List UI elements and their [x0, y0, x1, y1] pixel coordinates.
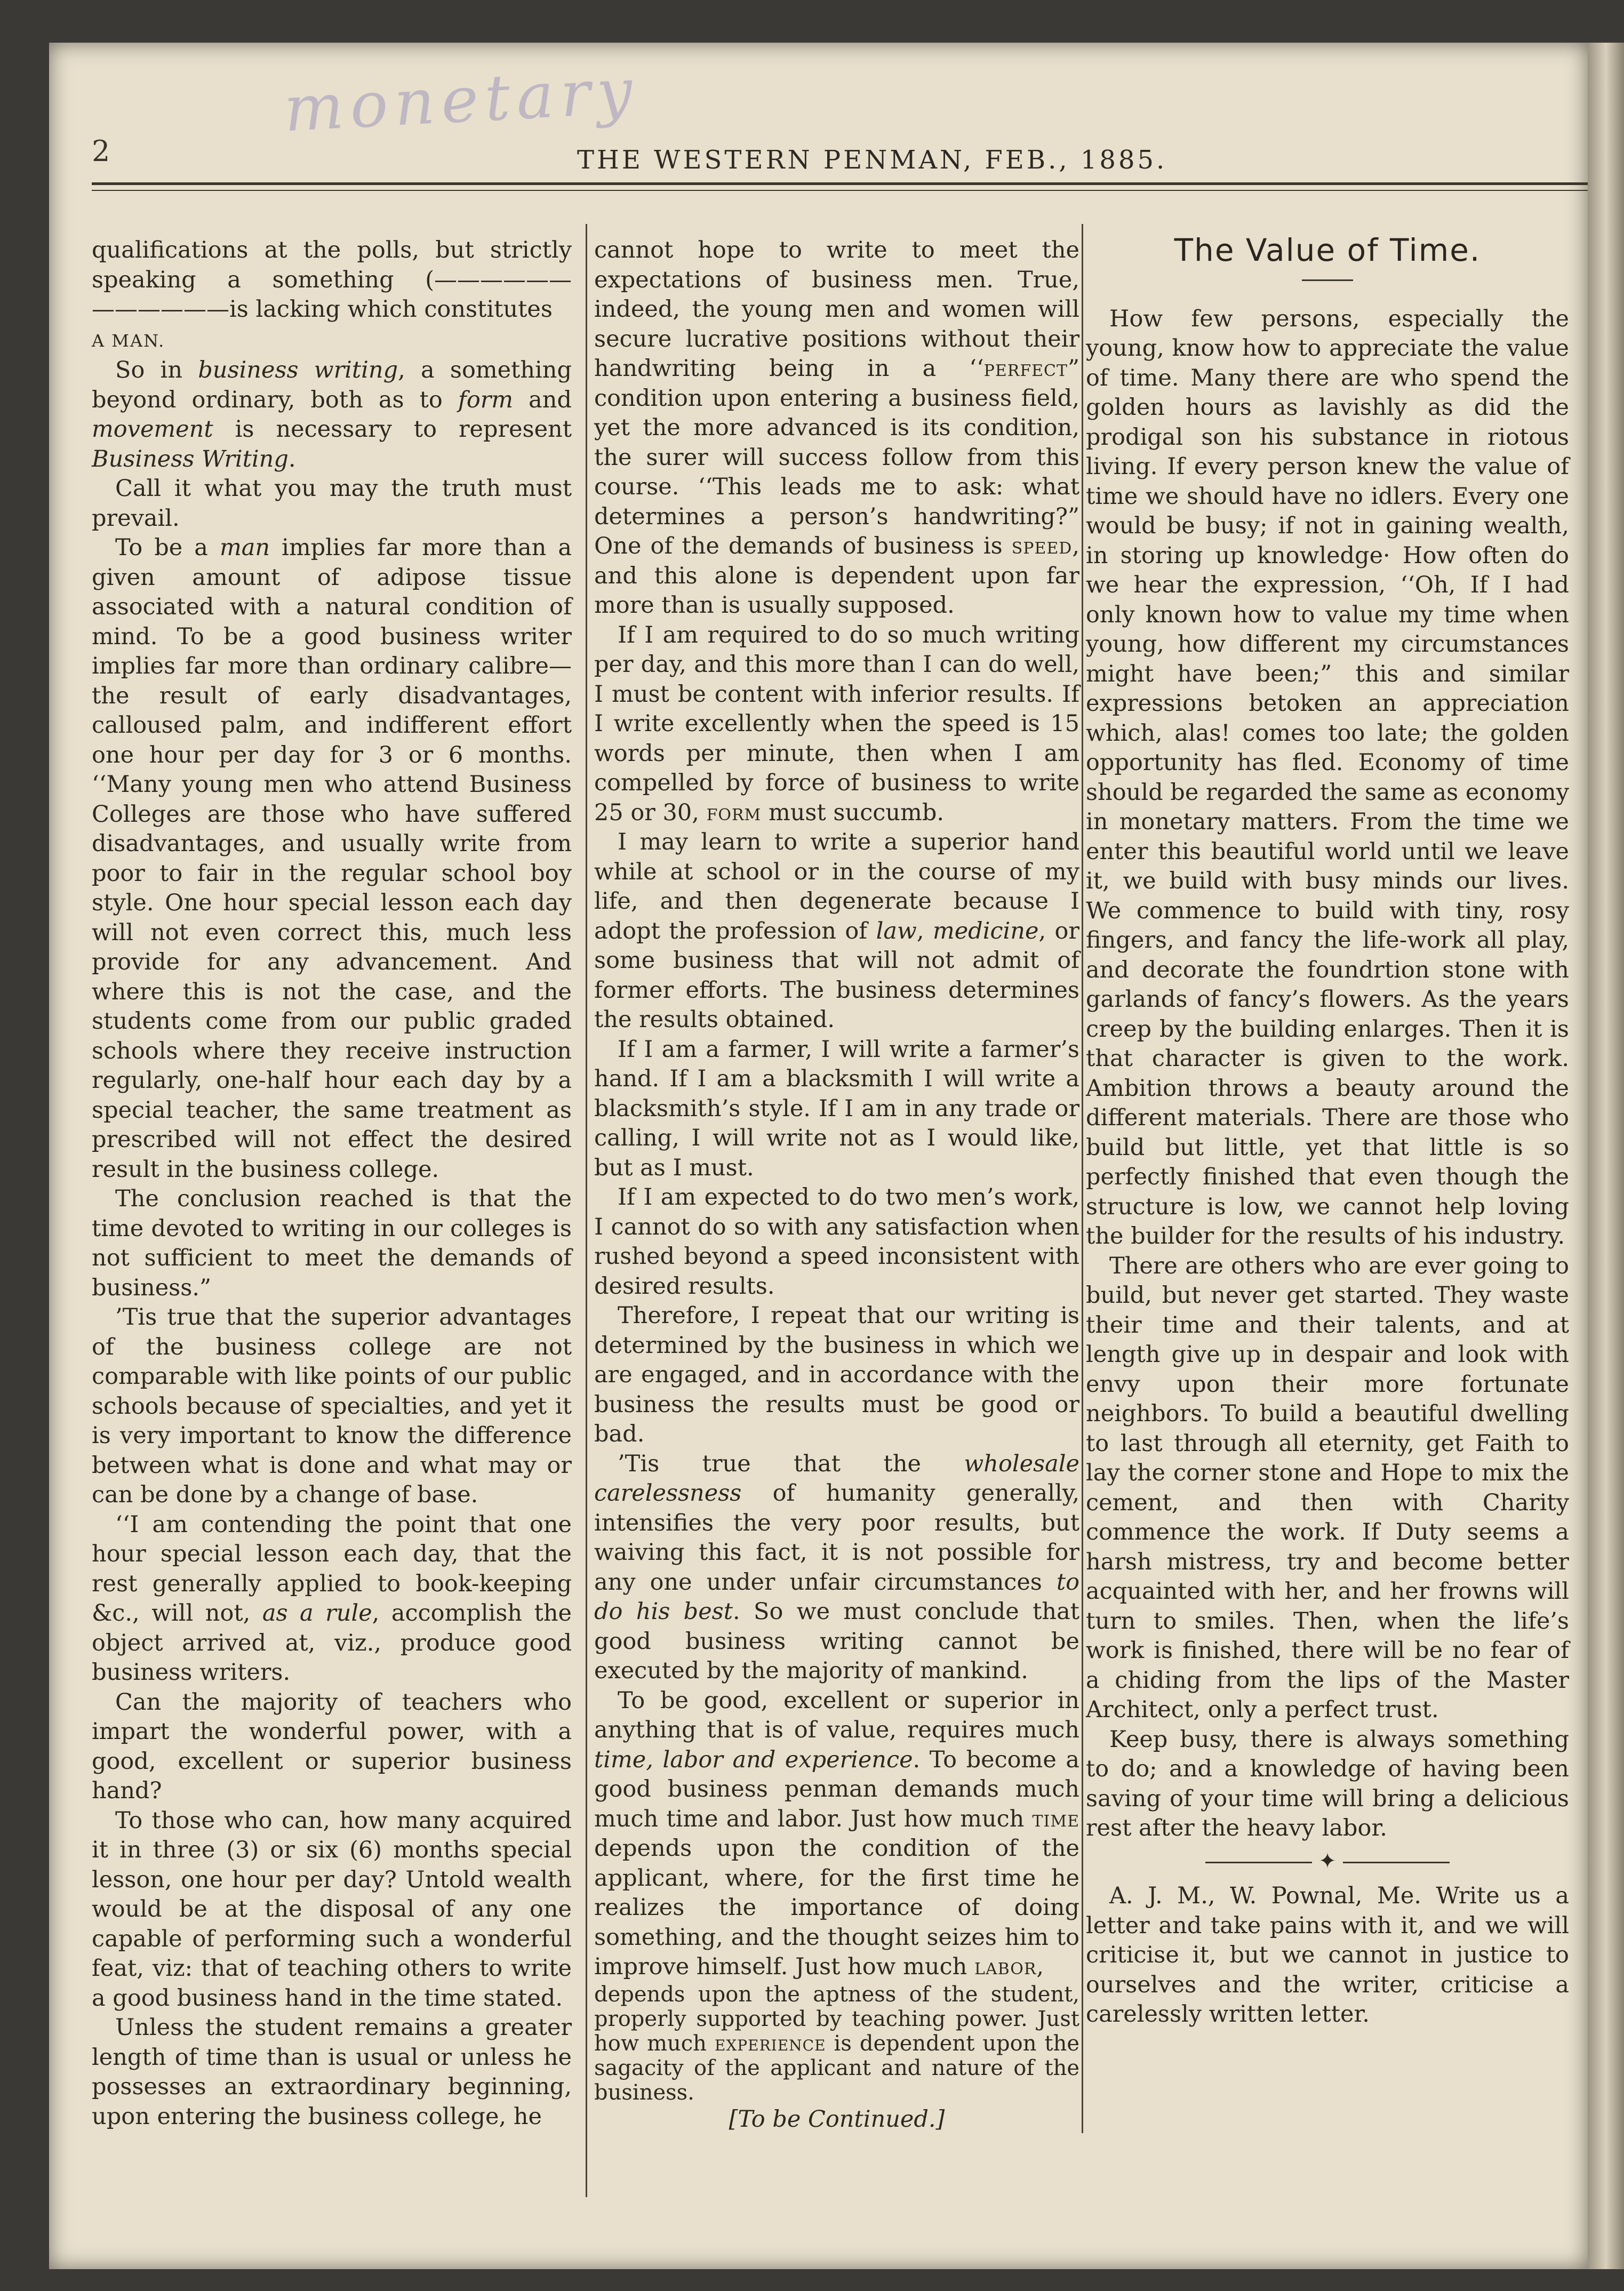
paragraph: If I am a farmer, I will write a farmer’s hand. If I am a blacksmith I will write a blacksmith’s style. If I am in any trade or calling, I will write not as I would like, but as I must.: [594, 1036, 1079, 1181]
paragraph: Unless the student remains a greater length of time than is usual or unless he possesses an extraordinary beginning, upon entering the business college, he: [92, 2014, 572, 2130]
paragraph: depends upon the aptness of the student, properly supported by teaching power. Just how much experience is dependent upon the sagacity of the applicant and nature of the business.: [594, 1982, 1079, 2105]
article-title: The Value of Time.: [1174, 232, 1481, 268]
divider-line: [1343, 1862, 1450, 1863]
continued-note: [To be Continued.]: [729, 2105, 945, 2133]
paragraph: If I am required to do so much writing per day, and this more than I can do well, I must be content with inferior results. If I write excellently when the speed is 15 words per minute, then when I am compelled by force of business to write 25 or 30, form must succumb.: [594, 621, 1079, 826]
paragraph: To those who can, how many acquired it in three (3) or six (6) months special lesson, one hour per day? Untold wealth would be at the disposal of any one capable of performing such a wonderful feat, viz: that of teaching others to write a good business hand in the time stated.: [92, 1807, 572, 2012]
paragraph: ’Tis true that the superior advantages of the business college are not comparable with like points of our public schools because of specialties, and yet it is very important to know the difference between what is done and what may or can be done by a change of base.: [92, 1304, 572, 1508]
column-divider-1: [586, 224, 587, 2197]
title-rule: [1302, 279, 1353, 281]
paragraph: ’Tis true that the wholesale carelessness of humanity generally, intensifies the very poor results, but waiving this fact, it is not possible for any one under unfair circumstances to do his best. So we must conclude that good business writing cannot be executed by the majority of mankind.: [594, 1450, 1079, 1684]
newspaper-page: [49, 43, 1588, 2269]
paragraph: Therefore, I repeat that our writing is determined by the business in which we are engaged, and in accordance with the business the results must be good or bad.: [594, 1302, 1079, 1447]
paragraph: If I am expected to do two men’s work, I cannot do so with any satisfaction when rushed beyond a speed inconsistent with desired results.: [594, 1184, 1079, 1300]
paragraph: qualifications at the polls, but strictly speaking a something (—————— ——————is lacking which constitutes: [92, 237, 572, 323]
paragraph: I may learn to write a superior hand while at school or in the course of my life, and then degenerate because I adopt the profession of law, medicine, or some business that will not admit of former efforts. The business determines the results obtained.: [594, 829, 1079, 1033]
divider-line: [1205, 1862, 1312, 1863]
paragraph: To be a man implies far more than a given amount of adipose tissue associated with a natural condition of mind. To be a good business writer implies far more than ordinary calibre—the result of early disadvantages, calloused palm, and indifferent effort one hour per day for 3 or 6 months. ‘‘Many young men who attend Business Colleges are those who have suffered disadvantages, and usually write from poor to fair in the regular school boy style. One hour special lesson each day will not even correct this, much less provide for any advancement. And where this is not the case, and the students come from our public graded schools where they receive instruction regularly, one-half hour each day by a special teacher, the same treatment as prescribed will not effect the desired result in the business college.: [92, 534, 572, 1183]
paragraph: The conclusion reached is that the time devoted to writing in our colleges is not sufficient to meet the demands of business.”: [92, 1185, 572, 1301]
header-rule-thin: [92, 190, 1588, 191]
paragraph: There are others who are ever going to build, but never get started. They waste their time and their talents, and at length give up in despair and look with envy upon their more fortunate neighbors. To build a beautiful dwelling to last through all eternity, get Faith to lay the corner stone and Hope to mix the cement, and then with Charity commence the work. If Duty seems a harsh mistress, try and become better acquainted with her, and her frowns will turn to smiles. Then, when the life’s work is finished, there will be no fear of a chiding from the lips of the Master Architect, only a perfect trust.: [1086, 1252, 1569, 1723]
section-divider: [1086, 1847, 1569, 1877]
paragraph: To be good, excellent or superior in anything that is of value, requires much time, labor and experience. To become a good business penman demands much much time and labor. Just how much time depends upon the condition of the applicant, where, for the first time he realizes the importance of doing something, and the thought seizes him to improve himself. Just how much labor,: [594, 1687, 1079, 1980]
header-rule-thick: [92, 182, 1588, 185]
signature-line: A MAN.: [92, 330, 165, 351]
paragraph: So in business writing, a something beyond ordinary, both as to form and movement is necessary to represent Business Writing.: [92, 357, 572, 472]
paragraph: Can the majority of teachers who impart the wonderful power, with a good, excellent or superior business hand?: [92, 1688, 572, 1804]
column-divider-2: [1082, 224, 1083, 2133]
column-2: [594, 236, 1079, 2134]
paragraph: How few persons, especially the young, know how to appreciate the value of time. Many there are who spend the golden hours as lavishly as did the prodigal son his substance in riotous living. If every person knew the value of time we should have no idlers. Every one would be busy; if not in gaining wealth, in storing up knowledge· How often do we hear the expression, ‘‘Oh, If I had only known how to value my time when young, how different my circumstances might have been;” this and similar expressions betoken an appreciation which, alas! comes too late; the golden opportunity has fled. Economy of time should be regarded the same as economy in monetary matters. From the time we enter this beautiful world until we leave it, we build with busy minds our lives. We commence to build with tiny, rosy fingers, and fancy the life-work all play, and decorate the foundrtion stone with garlands of fancy’s flowers. As the years creep by the building enlarges. Then it is that character is given to the work. Ambition throws a beauty around the different materials. There are those who build but little, yet that little is so perfectly finished that even though the structure is low, we cannot help loving the builder for the results of his industry.: [1086, 305, 1569, 1249]
page-binding-edge: [1588, 43, 1624, 2269]
paragraph: Keep busy, there is always something to do; and a knowledge of having been saving of your time will bring a delicious rest after the heavy labor.: [1086, 1726, 1569, 1841]
page-number: 2: [92, 134, 110, 168]
star-ornament-icon: ✦: [1318, 1848, 1337, 1873]
column-1: [92, 236, 572, 2132]
paragraph: cannot hope to write to meet the expectations of business men. True, indeed, the young men and women will secure lucrative positions without their handwriting being in a ‘‘perfect” condition upon entering a business field, yet the more advanced is its condition, the surer will success follow from this course. ‘‘This leads me to ask: what determines a person’s handwriting?” One of the demands of business is speed, and this alone is dependent upon far more than is usually supposed.: [594, 237, 1079, 619]
running-header: THE WESTERN PENMAN, FEB., 1885.: [577, 145, 1167, 175]
paragraph: Call it what you may the truth must prevail.: [92, 475, 572, 532]
column-3: [1086, 232, 1569, 2030]
handwritten-annotation: monetary: [282, 53, 641, 146]
paragraph: A. J. M., W. Pownal, Me. Write us a letter and take pains with it, and we will criticise it, but we cannot in justice to ourselves and the writer, criticise a carelessly written letter.: [1086, 1883, 1569, 2028]
paragraph: ‘‘I am contending the point that one hour special lesson each day, that the rest generally applied to book-keeping &c., will not, as a rule, accomplish the object arrived at, viz., produce good business writers.: [92, 1511, 572, 1686]
